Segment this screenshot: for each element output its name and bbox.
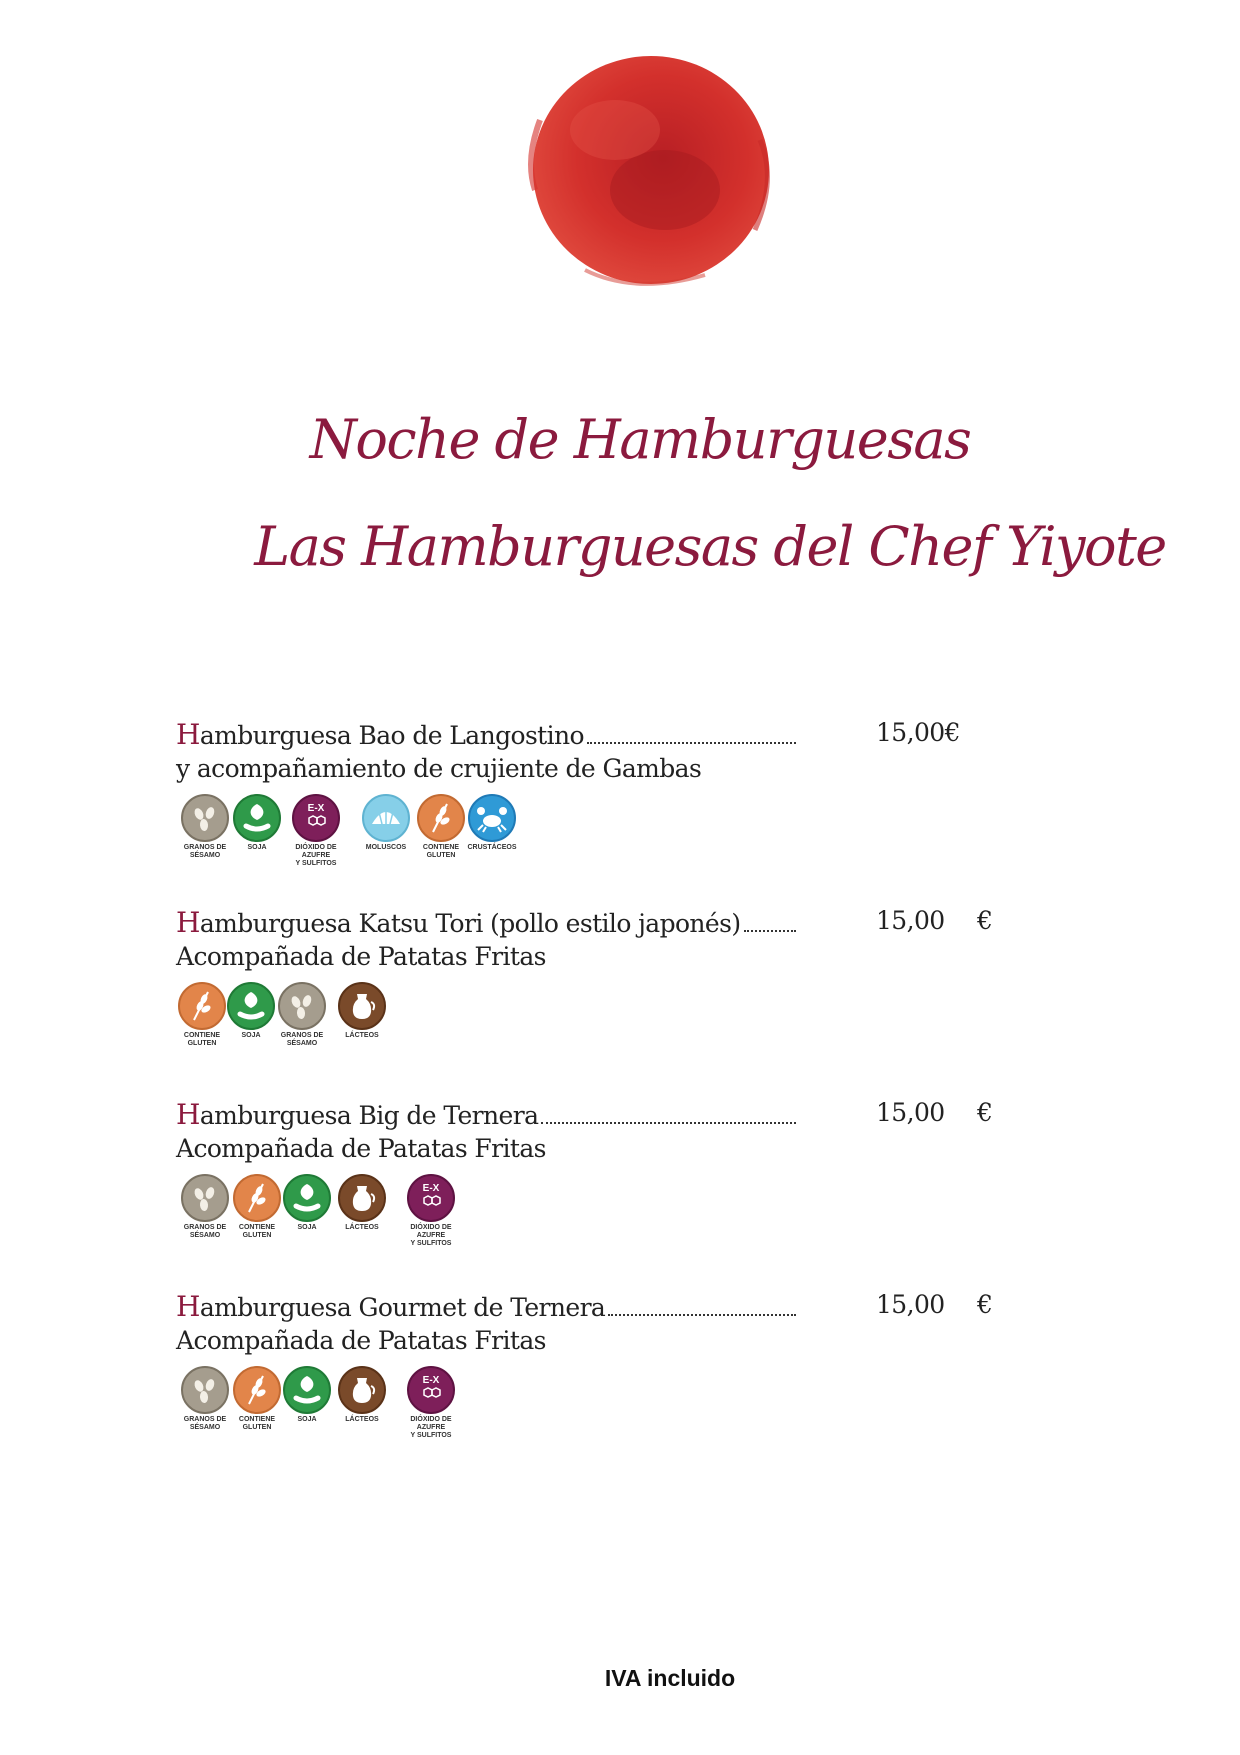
- item-description: Acompañada de Patatas Fritas: [176, 942, 546, 971]
- sesame-icon: [181, 1366, 229, 1414]
- allergen-gluten: CONTIENE GLUTEN: [228, 1366, 286, 1432]
- sulphites-icon: [407, 1174, 455, 1222]
- allergen-dairy: LÁCTEOS: [333, 1366, 391, 1424]
- allergen-sesame: GRANOS DE SÉSAMO: [176, 1366, 234, 1432]
- title-noche-de-hamburguesas: Noche de Hamburguesas: [309, 408, 971, 471]
- menu-item-gourmet-ternera: [176, 1290, 1016, 1456]
- allergen-list: [176, 1366, 1016, 1456]
- gluten-icon: [233, 1366, 281, 1414]
- item-currency: €: [977, 1098, 993, 1127]
- sesame-icon: [278, 982, 326, 1030]
- item-name: amburguesa Big de Ternera: [199, 1101, 539, 1130]
- dot-leader: [541, 1122, 796, 1124]
- allergen-soy: SOJA: [278, 1174, 336, 1232]
- soy-icon: [233, 794, 281, 842]
- svg-text:E-X: E-X: [422, 1375, 440, 1386]
- allergen-dairy: LÁCTEOS: [333, 1174, 391, 1232]
- item-price: 15,00: [876, 906, 945, 935]
- dairy-icon: [338, 1174, 386, 1222]
- mollusc-icon: [362, 794, 410, 842]
- gluten-icon: [178, 982, 226, 1030]
- dot-leader: [608, 1314, 796, 1316]
- allergen-list: [176, 794, 1016, 884]
- gluten-icon: [417, 794, 465, 842]
- svg-text:E-X: E-X: [422, 1183, 440, 1194]
- item-price: 15,00: [876, 1290, 945, 1319]
- item-name-initial: H: [176, 718, 200, 751]
- menu-item-big-ternera: [176, 1098, 1016, 1264]
- tax-note: IVA incluido: [604, 1665, 736, 1691]
- item-description: Acompañada de Patatas Fritas: [176, 1326, 546, 1355]
- allergen-list: [176, 982, 1016, 1072]
- item-name: amburguesa Bao de Langostino: [199, 721, 584, 750]
- allergen-soy: SOJA: [222, 982, 280, 1040]
- menu-item-katsu-tori: [176, 906, 1016, 1072]
- title-chef-yiyote: Las Hamburguesas del Chef Yiyote: [254, 515, 1166, 578]
- soy-icon: [283, 1174, 331, 1222]
- item-name-initial: H: [176, 906, 200, 939]
- item-name-initial: H: [176, 1290, 200, 1323]
- allergen-sesame: GRANOS DE SÉSAMO: [176, 794, 234, 860]
- item-name: amburguesa Katsu Tori (pollo estilo japonés): [199, 909, 741, 938]
- allergen-mollusc: MOLUSCOS: [357, 794, 415, 852]
- allergen-sesame: GRANOS DE SÉSAMO: [176, 1174, 234, 1240]
- crustacean-icon: [468, 794, 516, 842]
- allergen-crustacean: CRUSTÁCEOS: [463, 794, 521, 852]
- item-price: 15,00€: [876, 718, 960, 747]
- sesame-icon: [181, 794, 229, 842]
- menu-item-bao-langostino: [176, 718, 1016, 884]
- allergen-dairy: LÁCTEOS: [333, 982, 391, 1040]
- item-name: amburguesa Gourmet de Ternera: [199, 1293, 606, 1322]
- dairy-icon: [338, 1366, 386, 1414]
- gluten-icon: [233, 1174, 281, 1222]
- dairy-icon: [338, 982, 386, 1030]
- sesame-icon: [181, 1174, 229, 1222]
- allergen-soy: SOJA: [278, 1366, 336, 1424]
- soy-icon: [283, 1366, 331, 1414]
- item-currency: €: [977, 906, 993, 935]
- allergen-gluten: CONTIENE GLUTEN: [173, 982, 231, 1048]
- allergen-sulphites: E-X DIÓXIDO DE AZUFRE Y SULFITOS: [287, 794, 345, 868]
- allergen-gluten: CONTIENE GLUTEN: [228, 1174, 286, 1240]
- dot-leader: [587, 742, 796, 744]
- svg-text:E-X: E-X: [307, 803, 325, 814]
- allergen-sesame: GRANOS DE SÉSAMO: [273, 982, 331, 1048]
- allergen-sulphites: E-X DIÓXIDO DE AZUFRE Y SULFITOS: [402, 1174, 460, 1248]
- allergen-gluten: CONTIENE GLUTEN: [412, 794, 470, 860]
- item-name-initial: H: [176, 1098, 200, 1131]
- red-circle-logo: [515, 40, 785, 302]
- item-description: Acompañada de Patatas Fritas: [176, 1134, 546, 1163]
- allergen-soy: SOJA: [228, 794, 286, 852]
- dot-leader: [744, 930, 796, 932]
- allergen-sulphites: E-X DIÓXIDO DE AZUFRE Y SULFITOS: [402, 1366, 460, 1440]
- allergen-list: [176, 1174, 1016, 1264]
- sulphites-icon: [407, 1366, 455, 1414]
- item-price: 15,00: [876, 1098, 945, 1127]
- sulphites-icon: [292, 794, 340, 842]
- soy-icon: [227, 982, 275, 1030]
- item-currency: €: [977, 1290, 993, 1319]
- item-description: y acompañamiento de crujiente de Gambas: [176, 754, 702, 783]
